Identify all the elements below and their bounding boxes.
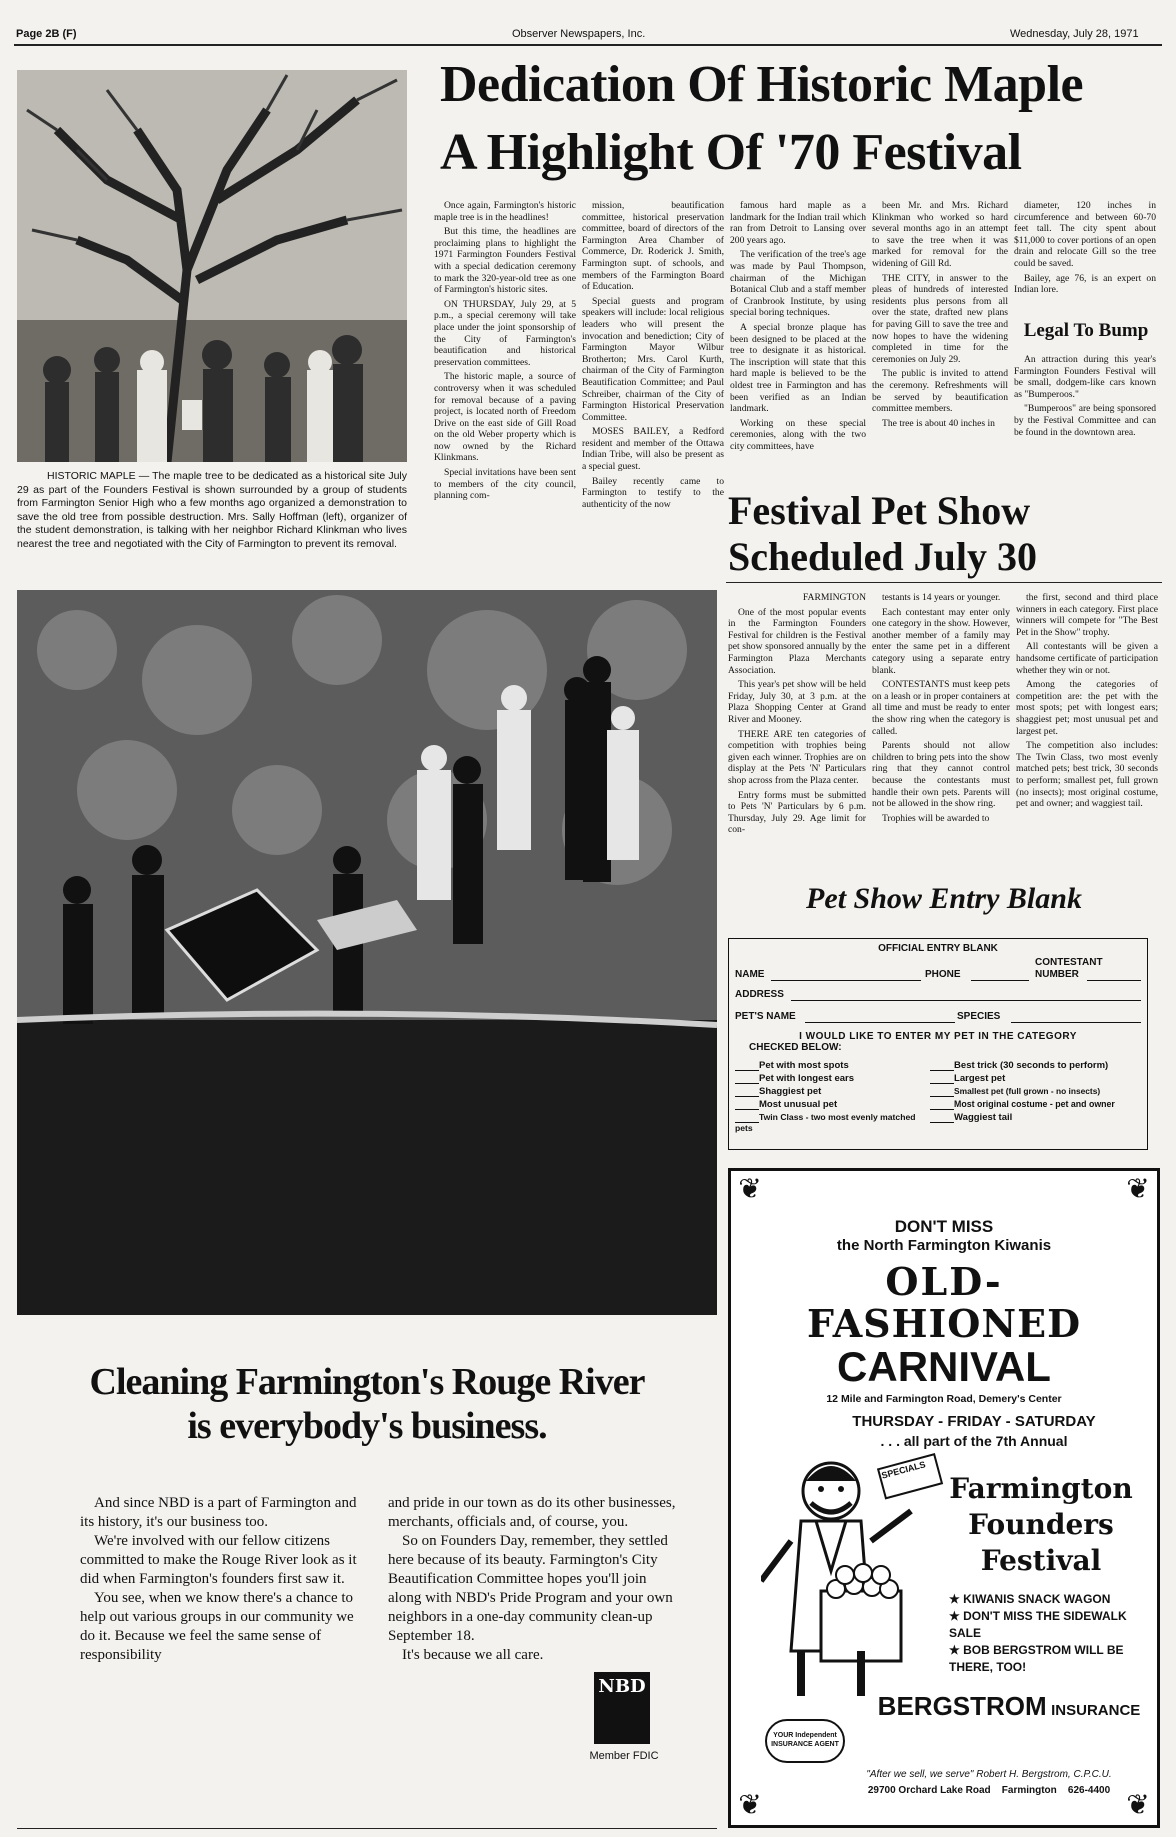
pet-headline-line1: Festival Pet Show <box>728 488 1031 533</box>
maple-story-col3 <box>730 200 866 465</box>
seventh-annual: . . . all part of the 7th Annual <box>880 1433 1068 1449</box>
carnival-bullets <box>949 1591 1155 1676</box>
paragraph: But this time, the headlines are proclaiming plans to highlight the 1971 Farmington Founders Festival with a special dedication ceremony to mark the 320-year-old tree as one of Farmington's historic sites. <box>434 226 576 296</box>
maple-story-col1 <box>434 200 576 570</box>
pets-name-label: PET'S NAME <box>735 1011 796 1022</box>
phone-field[interactable] <box>971 969 1029 981</box>
pets-name-field[interactable] <box>805 1011 955 1023</box>
old-word: OLD- <box>885 1259 1003 1304</box>
maple-story-col2 <box>582 200 724 570</box>
issue-date: Wednesday, July 28, 1971 <box>1010 28 1139 40</box>
paragraph: been Mr. and Mrs. Richard Klinkman who worked so hard several months ago in an attempt to save the tree when it was marked for removal for the widening of Gill Rd. <box>872 200 1008 269</box>
maple-headline-line1: Dedication Of Historic Maple <box>440 56 1084 113</box>
category-options <box>735 1059 1141 1133</box>
paragraph: diameter, 120 inches in circumference and between 60-70 feet tall. The city spent about $11,000 to cover portions of an open drain and relocate Gill so the tree could be saved. <box>1014 200 1156 269</box>
corner-scroll-icon: ❦ <box>1126 1174 1150 1205</box>
paragraph: Among the categories of competition are: the pet with the most spots; pet with longest ears; shaggiest pet; most unusual pet and largest pet. <box>1016 679 1158 737</box>
bump-story <box>1014 354 1156 474</box>
festival-line1: Farmington <box>949 1472 1133 1505</box>
entry-blank-form <box>728 938 1148 1150</box>
paragraph: Special invitations have been sent to members of the city council, planning com- <box>434 467 576 502</box>
bump-headline: Legal To Bump <box>1023 320 1149 341</box>
category-option[interactable]: Waggiest tail <box>930 1111 1141 1124</box>
paragraph: Special guests and program speakers will include: local religious leaders who will present the invocation and benediction; City of Farmington Mayor Wilbur Brotherton; Mrs. Carol Kurth, chairman of the City of Farmington Beautification Committee; and Paul Schreiber, chairman of the City of Farmington Historical Preservation Committee. <box>582 295 724 423</box>
paragraph: testants is 14 years or younger. <box>882 592 1001 603</box>
paragraph: And since NBD is a part of Farmington and its history, it's our business too. <box>80 1495 357 1530</box>
fashioned-word: FASHIONED <box>806 1301 1082 1346</box>
corner-scroll-icon: ❦ <box>1126 1790 1150 1821</box>
paragraph: This year's pet show will be held Friday, July 30, at 3 p.m. at the Plaza Shopping Center at Grand River and Mooney. <box>728 679 866 725</box>
paragraph: Working on these special ceremonies, along with the two city committees, have <box>730 417 866 452</box>
paragraph: Bailey recently came to Farmington to testify to the authenticity of the now <box>582 475 724 510</box>
paragraph: The public is invited to attend the ceremony. Refreshments will be served by beautification committee members. <box>872 368 1008 415</box>
paragraph: Parents should not allow children to bring pets into the show ring that they cannot control because the contestants must handle their own pets. Parents will not be allowed in the show ring. <box>872 740 1010 810</box>
paragraph: MOSES BAILEY, a Redford resident and member of the Ottawa Indian Tribe, will also be present as a special guest. <box>582 426 724 473</box>
name-label: NAME <box>735 969 765 980</box>
name-row <box>735 957 1141 983</box>
festival-title <box>931 1471 1151 1579</box>
paragraph: "Bumperoos" are being sponsored by the Festival Committee and can be found in the downtown area. <box>1014 403 1156 438</box>
dont-miss: DON'T MISS <box>894 1217 994 1236</box>
independent-agent-badge: YOUR Independent INSURANCE AGENT <box>765 1719 845 1763</box>
paragraph: Entry forms must be submitted to Pets 'N' Particulars by 6 p.m. Thursday, July 29. Age limit for con- <box>728 789 866 836</box>
maple-headline-line2: A Highlight Of '70 Festival <box>440 124 1022 181</box>
paragraph: The competition also includes: The Twin Class, two most evenly matched pets; best trick, 30 seconds to perform; smallest pet, full grown (no insects); most original costume, pet and owner; and waggiest tail. <box>1016 740 1158 810</box>
nbd-logo: NBD <box>594 1672 650 1744</box>
maple-photo-art <box>17 70 407 462</box>
bullet-item: ★ BOB BERGSTROM WILL BE THERE, TOO! <box>949 1643 1124 1674</box>
category-option[interactable]: Pet with most spots <box>735 1059 930 1072</box>
nbd-body-col1 <box>80 1494 370 1665</box>
kiwanis-line: the North Farmington Kiwanis <box>836 1237 1052 1254</box>
contestant-number-field[interactable] <box>1087 969 1141 981</box>
paragraph: It's because we all care. <box>402 1647 544 1663</box>
category-option[interactable]: Most unusual pet <box>735 1098 930 1111</box>
paragraph: mission, beautification committee, historical preservation committee, board of directors of the Farmington Area Chamber of Commerce, Dr. Roderick J. Smith, Farmington supt. of schools, and members of the Farmington Board of Education. <box>582 200 724 293</box>
nbd-headline-line1: Cleaning Farmington's Rouge River <box>89 1361 645 1403</box>
bullet-item: ★ KIWANIS SNACK WAGON <box>949 1592 1111 1606</box>
paragraph: ON THURSDAY, July 29, at 5 p.m., a special ceremony will take place under the joint sponsorship of the City of Farmington's beautification and historical preservation committees. <box>434 298 576 368</box>
carnival-advertisement <box>728 1168 1160 1828</box>
pet-story-col1 <box>728 592 866 868</box>
pet-story-col3 <box>1016 592 1158 868</box>
paragraph: famous hard maple as a landmark for the Indian trail which ran from Detroit to Lansing over 200 years ago. <box>730 200 866 246</box>
pet-headline-line2: Scheduled July 30 <box>728 534 1037 579</box>
carnival-days: THURSDAY - FRIDAY - SATURDAY <box>852 1413 1096 1430</box>
rouge-river-cleanup-photo <box>17 590 717 1315</box>
maple-story-col5 <box>1014 200 1156 310</box>
bergstrom-slogan: "After we sell, we serve" Robert H. Bergstrom, C.P.C.U. <box>866 1769 1112 1780</box>
species-label: SPECIES <box>957 1011 1001 1022</box>
member-fdic: Member FDIC <box>589 1750 659 1762</box>
paragraph: Each contestant may enter only one category in the show. However, another member of a family may enter the same pet in a different category using a separate entry blank. <box>872 606 1010 676</box>
paragraph: and pride in our town as do its other businesses, merchants, officials and, of course, you. <box>388 1495 676 1530</box>
name-field[interactable] <box>771 969 921 981</box>
category-option[interactable]: Best trick (30 seconds to perform) <box>930 1059 1141 1072</box>
paragraph: THE CITY, in answer to the pleas of hundreds of interested residents plus persons from all over the state, drafted new plans for paving Gill to save the tree and now hopes to have the widening completed in time for the ceremonies on July 29. <box>872 272 1008 365</box>
dateline: FARMINGTON <box>802 592 866 603</box>
paragraph: We're involved with our fellow citizens committed to make the Rouge River look as it did when Farmington's founders first saw it. <box>80 1533 357 1587</box>
publisher: Observer Newspapers, Inc. <box>512 28 646 40</box>
number-label: NUMBER <box>1035 969 1079 980</box>
instruction-line2: CHECKED BELOW: <box>749 1042 842 1053</box>
address-row <box>735 983 1141 1003</box>
corner-scroll-icon: ❦ <box>738 1174 762 1205</box>
paragraph: You see, when we know there's a chance to help out various groups in our community we do it. Because we feel the same sense of responsibility <box>80 1590 354 1663</box>
category-option[interactable]: Twin Class - two most evenly matched pets <box>735 1112 916 1133</box>
festival-line2: Founders <box>968 1508 1114 1541</box>
instruction-line1: I WOULD LIKE TO ENTER MY PET IN THE CATEGORY <box>799 1031 1077 1042</box>
paragraph: One of the most popular events in the Farmington Founders Festival for children is the Festival pet show sponsored annually by the Farmington Plaza Merchants Association. <box>728 606 866 676</box>
pet-row <box>735 1003 1141 1025</box>
historic-maple-photo <box>17 70 407 462</box>
contestant-label: CONTESTANT <box>1035 957 1103 968</box>
river-photo-art <box>17 590 717 1315</box>
category-left-column <box>735 1059 930 1133</box>
paragraph: An attraction during this year's Farmington Founders Festival will be small, dodgem-like cars known as "Bumperoos." <box>1014 354 1156 400</box>
bullet-item: ★ DON'T MISS THE SIDEWALK SALE <box>949 1609 1127 1640</box>
insurance-word: INSURANCE <box>1051 1702 1141 1719</box>
address-field[interactable] <box>791 989 1141 1001</box>
address-label: ADDRESS <box>735 989 784 1000</box>
category-right-column <box>930 1059 1141 1124</box>
pet-story-col2 <box>872 592 1010 868</box>
pet-story-rule <box>726 582 1162 583</box>
bergstrom-word: BERGSTROM <box>877 1691 1047 1721</box>
form-title: OFFICIAL ENTRY BLANK <box>878 943 998 954</box>
masthead-rule <box>14 44 1162 46</box>
category-option[interactable]: Largest pet <box>930 1072 1141 1085</box>
corner-scroll-icon: ❦ <box>738 1790 762 1821</box>
paragraph: Once again, Farmington's historic maple tree is in the headlines! <box>434 200 576 223</box>
festival-line3: Festival <box>980 1544 1102 1577</box>
phone-label: PHONE <box>925 969 961 980</box>
category-option[interactable]: Shaggiest pet <box>735 1085 930 1098</box>
paragraph: So on Founders Day, remember, they settled here because of its beauty. Farmington's City Beautification Committee hopes you'll join along with NBD's Pride Program and your own neighbors in a one-day community clean-up September 18. <box>388 1533 673 1644</box>
bergstrom-address: 29700 Orchard Lake Road Farmington 626-4400 <box>867 1785 1111 1796</box>
nbd-body-col2 <box>388 1494 678 1665</box>
paragraph: CONTESTANTS must keep pets on a leash or in proper containers at all time and must be ready to enter the show ring when the category is called. <box>872 679 1010 737</box>
page-number: Page 2B (F) <box>16 28 77 40</box>
paragraph: THERE ARE ten categories of competition with trophies being given each winner. Trophies are on display at the Pets 'N' Particulars shop across from the Plaza center. <box>728 728 866 786</box>
paragraph: Trophies will be awarded to <box>882 812 990 824</box>
paragraph: Bailey, age 76, is an expert on Indian lore. <box>1014 272 1156 296</box>
maple-photo-caption: HISTORIC MAPLE — The maple tree to be dedicated as a historical site July 29 as part of the Founders Festival is shown surrounded by a group of students from Farmington Senior High who a few months ago organized a demonstration to save the old tree from possible destruction. Mrs. Sally Hoffman (left), organizer of the student demonstration, is talking with her neighbor Richard Klinkman who lives nearest the tree and negotiated with the City of Farmington to prevent its removal. <box>17 470 407 550</box>
paragraph: The historic maple, a source of controversy when it was scheduled for removal because of a paving project, is located north of Freedom Drive on the east side of Gill Road on the old Weber property which is now owned by the Richard Klinkmans. <box>434 371 576 464</box>
species-field[interactable] <box>1011 1011 1141 1023</box>
category-option[interactable]: Most original costume - pet and owner <box>930 1098 1141 1111</box>
category-option[interactable]: Pet with longest ears <box>735 1072 930 1085</box>
nbd-headline-line2: is everybody's business. <box>187 1405 547 1447</box>
carnival-location: 12 Mile and Farmington Road, Demery's Center <box>826 1393 1062 1405</box>
entry-blank-title: Pet Show Entry Blank <box>806 882 1082 915</box>
paragraph: A special bronze plaque has been designed to be placed at the tree to designate it as historical. The inscription will state that this hard maple is believed to be the oldest tree in Farmington and has been verified as an Indian landmark. <box>730 321 866 415</box>
category-option[interactable]: Smallest pet (full grown - no insects) <box>930 1085 1141 1098</box>
paragraph: the first, second and third place winners in each category. First place winners will compete for "The Best Pet in the Show" trophy. <box>1016 592 1158 638</box>
paragraph: The tree is about 40 inches in <box>882 417 995 429</box>
paragraph: All contestants will be given a handsome certificate of participation whether they win or not. <box>1016 641 1158 676</box>
maple-story-col4 <box>872 200 1008 465</box>
nbd-bottom-rule <box>17 1828 717 1829</box>
carnival-word: CARNIVAL <box>837 1343 1051 1390</box>
specials-sign: SPECIALS <box>880 1459 927 1481</box>
bergstrom-name <box>861 1691 1157 1722</box>
paragraph: The verification of the tree's age was made by Paul Thompson, chairman of the Michigan Botanical Club and a staff member of Cranbrook Institute, by using special boring techniques. <box>730 249 866 319</box>
